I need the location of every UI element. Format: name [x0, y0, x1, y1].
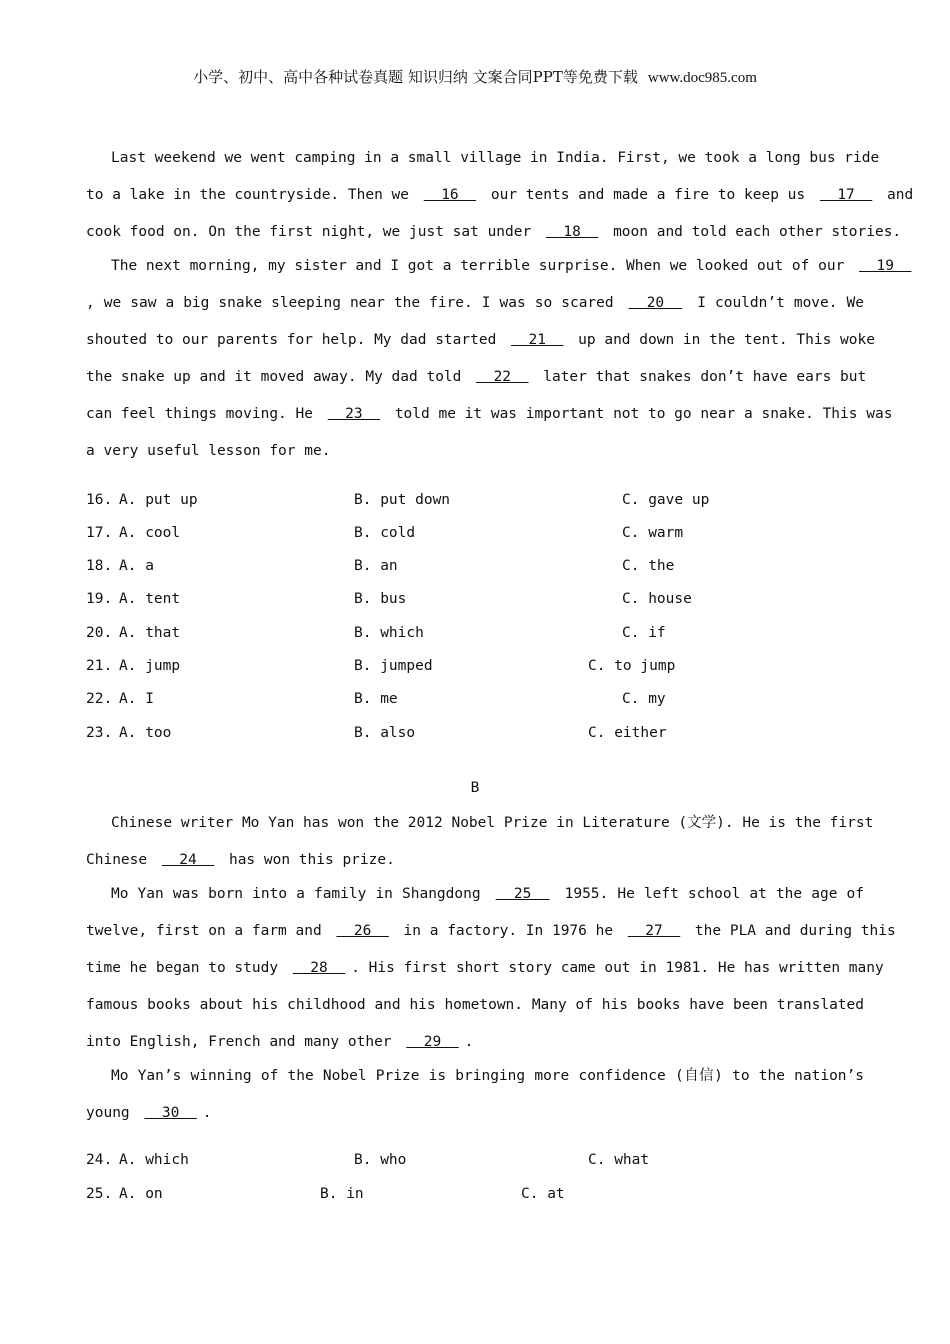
text-line: a very useful lesson for me. — [86, 443, 331, 459]
text-line: Chinese writer Mo Yan has won the 2012 Nobel Prize in Literature (文学). He is the first — [111, 815, 874, 831]
option-a: A. a — [119, 558, 154, 574]
text-line — [86, 322, 875, 359]
option-a: A. which — [119, 1152, 189, 1168]
text-run: young — [86, 1105, 139, 1121]
option-c: C. at — [521, 1186, 565, 1202]
text-run: our tents and made a fire to keep us — [482, 187, 814, 203]
passage-a-paragraph-2 — [86, 248, 912, 470]
text-run: to a lake in the countryside. Then we — [86, 187, 418, 203]
blank-18: 18 — [545, 224, 599, 240]
blank-30: 30 — [144, 1105, 197, 1121]
text-run: 1955. He left school at the age of — [555, 886, 864, 902]
option-a: A. on — [119, 1186, 163, 1202]
option-b: B. cold — [354, 525, 416, 541]
question-number: 23. — [86, 725, 113, 741]
blank-23: 23 — [327, 406, 381, 422]
question-number: 17. — [86, 525, 113, 541]
option-c: C. my — [622, 691, 666, 707]
text-line — [86, 1024, 864, 1061]
text-run: . His first short story came out in 1981. He has written many — [351, 960, 884, 976]
option-a: A. cool — [119, 525, 181, 541]
text-run: , we saw a big snake sleeping near the fire. I was so scared — [86, 295, 623, 311]
text-run: the PLA and during this — [686, 923, 896, 939]
option-c: C. if — [622, 625, 666, 641]
passage-a-paragraph-1 — [86, 140, 914, 251]
passage-b-paragraph-1 — [86, 805, 874, 879]
text-run: up and down in the tent. This woke — [569, 332, 875, 348]
text-run: and — [878, 187, 914, 203]
header-text: 小学、初中、高中各种试卷真题 知识归纳 文案合同PPT等免费下载 — [193, 68, 638, 86]
question-number: 22. — [86, 691, 113, 707]
text-run: later that snakes don’t have ears but — [534, 369, 867, 385]
option-c: C. house — [622, 591, 692, 607]
blank-20: 20 — [628, 295, 683, 311]
text-line — [86, 359, 867, 396]
text-run: twelve, first on a farm and — [86, 923, 331, 939]
blank-25: 25 — [495, 886, 550, 902]
question-number: 16. — [86, 492, 113, 508]
question-number: 24. — [86, 1152, 113, 1168]
text-run: told me it was important not to go near a snake. This was — [386, 406, 893, 422]
text-line — [86, 248, 912, 285]
text-line — [86, 1095, 864, 1132]
text-run: Mo Yan was born into a family in Shangdong — [111, 886, 490, 902]
page-header — [0, 66, 950, 87]
text-line — [86, 285, 864, 322]
option-b: B. an — [354, 558, 398, 574]
blank-24: 24 — [161, 852, 215, 868]
question-number: 21. — [86, 658, 113, 674]
text-run: shouted to our parents for help. My dad started — [86, 332, 506, 348]
option-b: B. bus — [354, 591, 407, 607]
option-b: B. who — [354, 1152, 407, 1168]
blank-19: 19 — [859, 258, 912, 274]
text-line — [86, 396, 893, 433]
text-line — [86, 214, 902, 251]
text-run: the snake up and it moved away. My dad told — [86, 369, 471, 385]
blank-22: 22 — [476, 369, 529, 385]
option-a: A. tent — [119, 591, 181, 607]
text-line — [86, 177, 914, 214]
option-c: C. warm — [622, 525, 684, 541]
text-line — [86, 842, 864, 879]
question-number: 18. — [86, 558, 113, 574]
option-b: B. in — [320, 1186, 364, 1202]
text-run: into English, French and many other — [86, 1034, 401, 1050]
text-line — [86, 913, 896, 950]
section-b-heading: B — [470, 780, 480, 796]
text-run: The next morning, my sister and I got a terrible surprise. When we looked out of our — [111, 258, 854, 274]
option-a: A. jump — [119, 658, 181, 674]
option-b: B. jumped — [354, 658, 433, 674]
option-a: A. too — [119, 725, 172, 741]
question-number: 19. — [86, 591, 113, 607]
blank-21: 21 — [511, 332, 564, 348]
option-b: B. me — [354, 691, 398, 707]
blank-29: 29 — [406, 1034, 459, 1050]
option-c: C. either — [588, 725, 667, 741]
blank-26: 26 — [336, 923, 389, 939]
option-c: C. gave up — [622, 492, 710, 508]
text-line: Last weekend we went camping in a small village in India. First, we took a long bus ride — [111, 150, 880, 166]
option-b: B. put down — [354, 492, 451, 508]
passage-b-paragraph-2 — [86, 876, 896, 1061]
passage-b-paragraph-3 — [86, 1058, 864, 1132]
blank-28: 28 — [292, 960, 346, 976]
text-run: has won this prize. — [220, 852, 395, 868]
text-run: I couldn’t move. We — [688, 295, 864, 311]
question-number: 25. — [86, 1186, 113, 1202]
text-run: can feel things moving. He — [86, 406, 322, 422]
question-number: 20. — [86, 625, 113, 641]
text-line: famous books about his childhood and his hometown. Many of his books have been translated — [86, 997, 864, 1013]
option-a: A. put up — [119, 492, 198, 508]
blank-16: 16 — [423, 187, 477, 203]
option-c: C. to jump — [588, 658, 676, 674]
option-c: C. what — [588, 1152, 650, 1168]
option-a: A. that — [119, 625, 181, 641]
option-b: B. which — [354, 625, 424, 641]
option-c: C. the — [622, 558, 675, 574]
option-b: B. also — [354, 725, 416, 741]
option-a: A. I — [119, 691, 154, 707]
blank-17: 17 — [819, 187, 873, 203]
header-url[interactable]: www.doc985.com — [647, 70, 757, 86]
text-run: cook food on. On the first night, we just sat under — [86, 224, 540, 240]
text-run: moon and told each other stories. — [604, 224, 902, 240]
text-line: Mo Yan’s winning of the Nobel Prize is bringing more confidence (自信) to the nation’s — [111, 1068, 864, 1084]
text-run: . — [464, 1034, 474, 1050]
text-run: . — [202, 1105, 212, 1121]
text-line — [86, 950, 884, 987]
blank-27: 27 — [627, 923, 681, 939]
text-run: time he began to study — [86, 960, 287, 976]
text-run: in a factory. In 1976 he — [394, 923, 622, 939]
text-run: Chinese — [86, 852, 156, 868]
text-line — [86, 876, 864, 913]
